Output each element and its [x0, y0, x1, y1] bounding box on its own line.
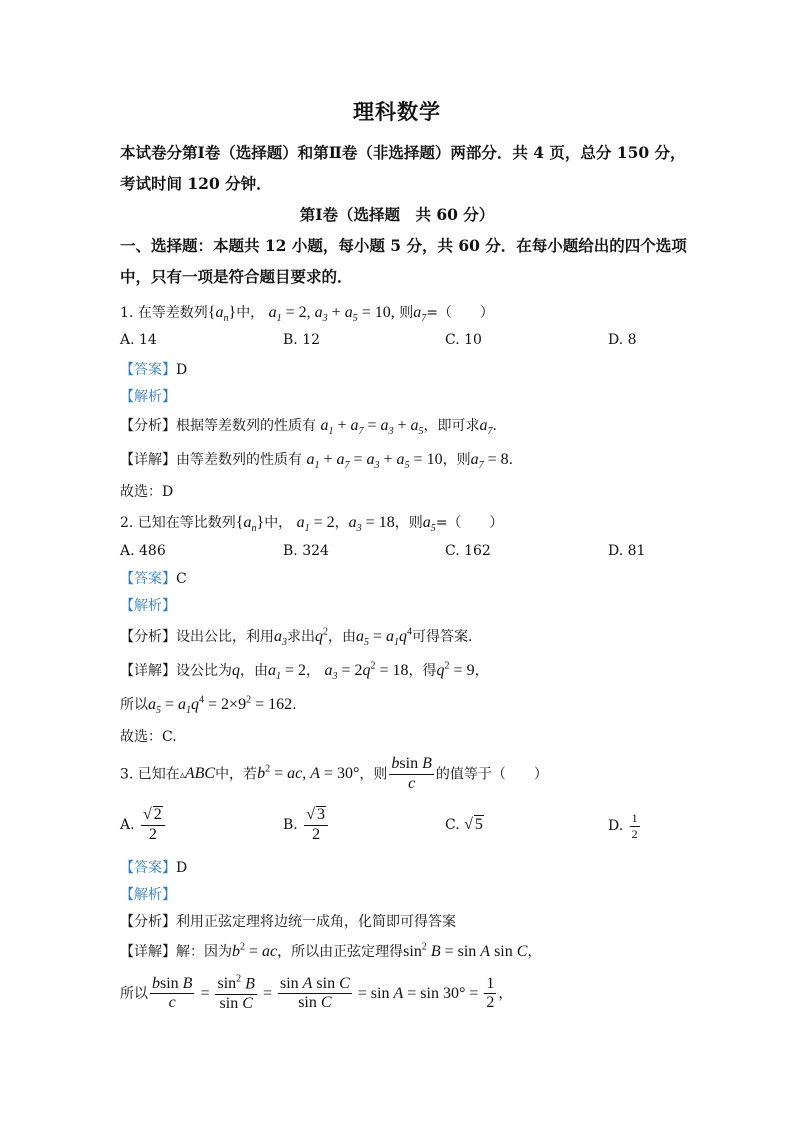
- q2-derivation: 所以$a_5 = a_1q^4 = 2\times 9^2 = 162$.: [120, 694, 297, 717]
- answer-label: 【答案】: [120, 362, 176, 378]
- q1-option-a: A. 14: [120, 332, 157, 348]
- q1-fenxi: 【分析】根据等差数列的性质有 $a_1 + a_7 = a_3 + a_5$，即可求$a_7$.: [120, 417, 497, 438]
- q3-option-d: D. $\frac{1}{2}$: [608, 811, 638, 841]
- q3-option-b: B. $\frac{√ 3}{2}$: [283, 806, 330, 844]
- q3-option-c: C. √ 5: [445, 816, 483, 833]
- intro-line-1: 本试卷分第Ⅰ卷（选择题）和第Ⅱ卷（非选择题）两部分．共 4 页，总分 150 分，: [120, 143, 686, 162]
- q1-xiangjie: 【详解】由等差数列的性质有 $a_1 + a_7 = a_3 + a_5 = 10$，则$a_7 = 8$.: [120, 451, 514, 472]
- q1-analysis-label: 【解析】: [120, 389, 176, 405]
- q2-option-d: D. 81: [608, 543, 646, 559]
- q3-stem: 3. 已知在▵ABC中，若$b^2$ = ac, A = 30°，则 $\frac{\text{bsin B}}{c}$ 的值等于（ ）: [120, 755, 548, 792]
- q3-answer: 【答案】D: [120, 860, 188, 876]
- q1-prefix: 1. 在等差数列: [120, 305, 208, 321]
- q1-option-b: B. 12: [283, 332, 321, 348]
- q2-fenxi: 【分析】设出公比，利用$a_3$求出$q^2$，由$a_5 = a_1q^4$可得答案.: [120, 626, 473, 649]
- q1-mid: 中，: [236, 305, 265, 321]
- q3-xiangjie: 【详解】解：因为$b^2$ = ac，所以由正弦定理得$\sin^2 B = \sin A$ sin C，: [120, 941, 542, 960]
- q3-derivation: 所以 $\frac{\text{bsin B}}{c}$ = $\frac{\sin^2 B}{\text{sin C}}$ = $\frac{\text{sin A sin C}}{\text{sin C}}$ = sin A = sin 30° = $\frac{1}{2}$ ，: [120, 974, 513, 1013]
- section1-line-1: 一、选择题：本题共 12 小题，每小题 5 分，共 60 分．在每小题给出的四个选项: [120, 236, 687, 255]
- section1-line-2: 中，只有一项是符合题目要求的．: [120, 267, 353, 286]
- part1-title: 第Ⅰ卷（选择题 共 60 分）: [299, 205, 495, 224]
- q3-analysis-label: 【解析】: [120, 887, 176, 903]
- q1-answer: 【答案】D: [120, 362, 188, 378]
- q1-seq-symbol: $\{a_n\}$: [207, 304, 237, 325]
- q2-option-c: C. 162: [445, 543, 491, 559]
- q3-option-a: A. $\frac{√ 2}{2}$: [120, 806, 167, 844]
- q1-target: $a_7$: [413, 304, 427, 325]
- q2-option-b: B. 324: [283, 543, 329, 559]
- q1-stem: [120, 302, 494, 324]
- q1-conclusion: 故选：D: [120, 484, 174, 500]
- q2-xiangjie: 【详解】设公比为q，由$a_1 = 2$， $a_3 = 2q^2 = 18$，得$q^2 = 9$，: [120, 660, 489, 683]
- q2-answer: 【答案】C: [120, 571, 187, 587]
- q2-option-a: A. 486: [120, 543, 166, 559]
- q1-condition: $a_1 = 2$, $a_3 + a_5 = 10$,: [268, 304, 395, 325]
- q3-fenxi: 【分析】利用正弦定理将边统一成角，化简即可得答案: [120, 914, 456, 930]
- q1-option-c: C. 10: [445, 332, 482, 348]
- intro-line-2: 考试时间 120 分钟．: [120, 174, 272, 193]
- q2-analysis-label: 【解析】: [120, 598, 176, 614]
- q2-conclusion: 故选：C.: [120, 729, 177, 745]
- q1-option-d: D. 8: [608, 332, 637, 348]
- q1-ask: =（ ）: [426, 305, 494, 321]
- page-title: 理科数学: [353, 99, 441, 124]
- q1-then: 则: [399, 305, 414, 321]
- q2-stem: 2. 已知在等比数列$\{a_n\}$中， $a_1 = 2$，$a_3 = 18$，则$a_5=$（ ）: [120, 514, 504, 535]
